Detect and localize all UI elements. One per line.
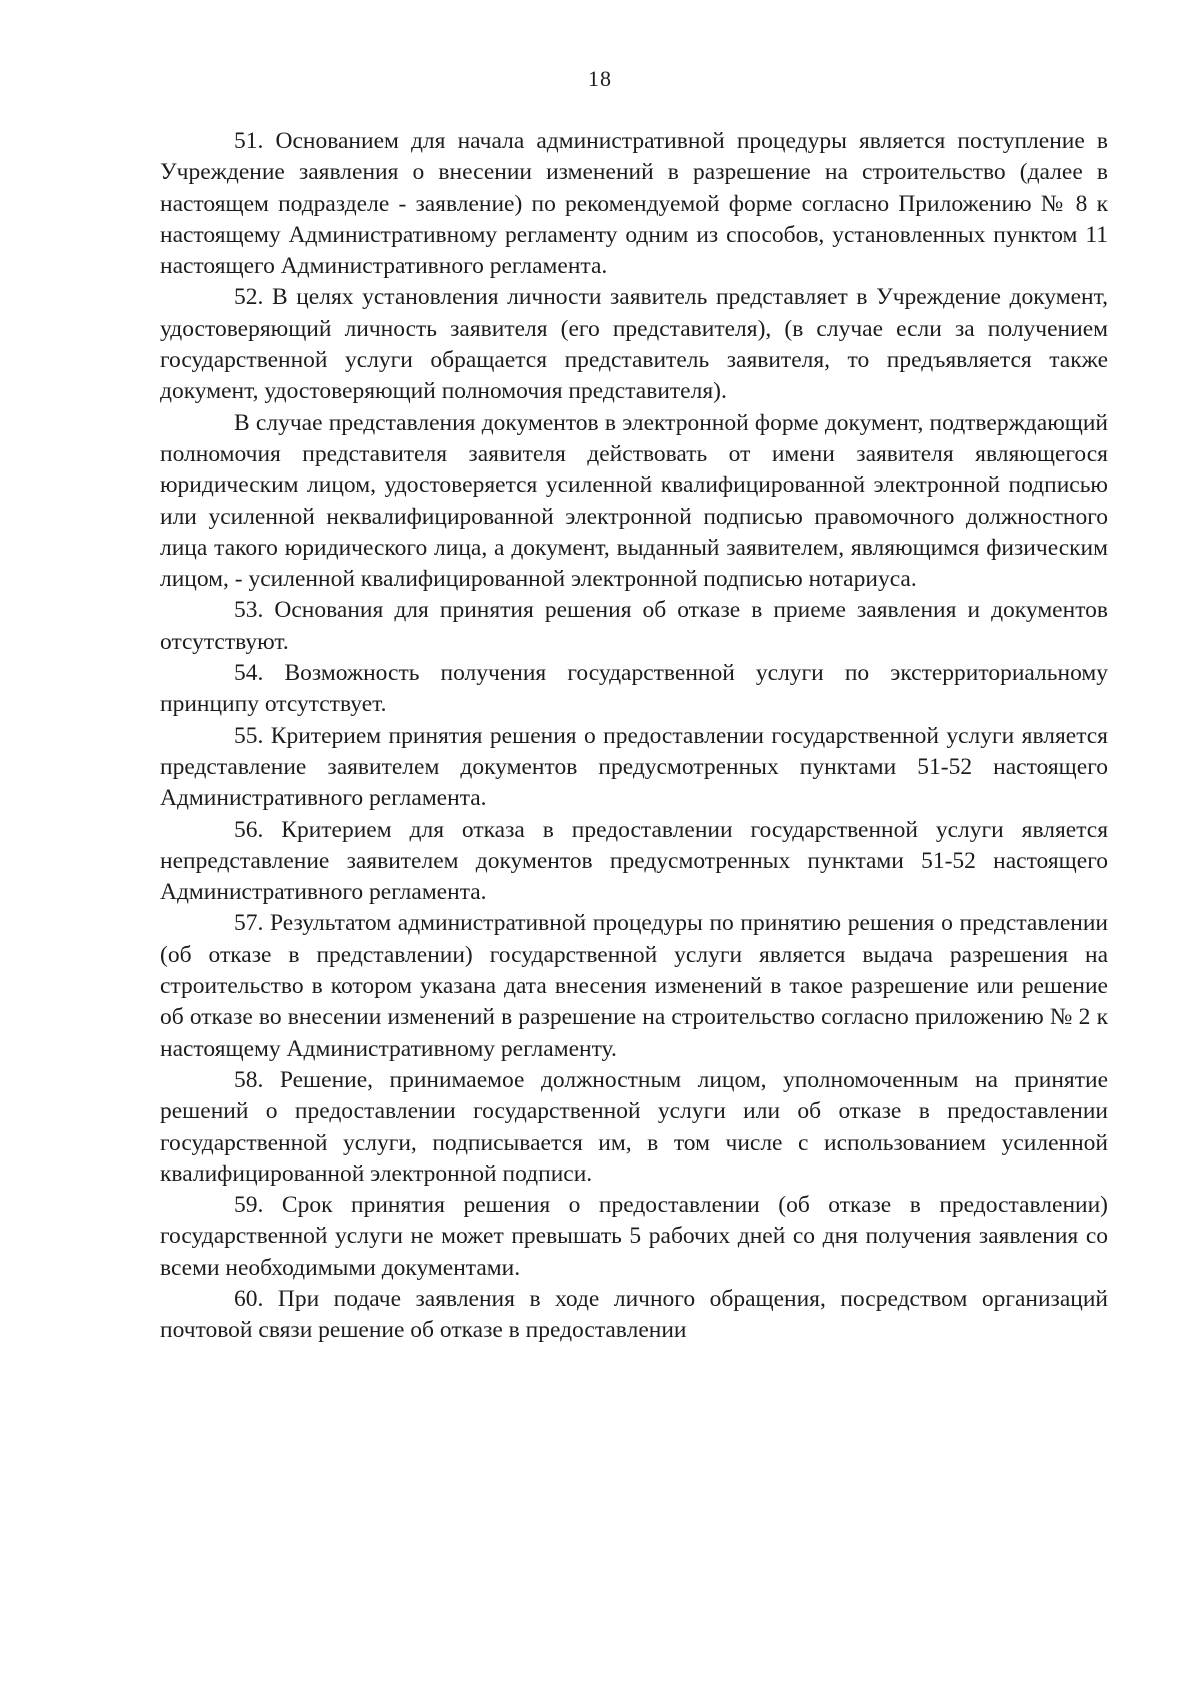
paragraph-52-electronic: В случае представления документов в электронной форме документ, подтверждающий полномочия представителя заявителя действовать от имени заявителя являющегося юридическим лицом, удостоверяется усиленной квалифицированной электронной подписью или усиленной неквалифицированной электронной подписью правомочного должностного лица такого юридического лица, а документ, выданный заявителем, являющимся физическим лицом, - усиленной квалифицированной электронной подписью нотариуса. [160,409,1108,593]
page-number: 18 [588,66,612,91]
paragraph-53: 53. Основания для принятия решения об отказе в приеме заявления и документов отсутствуют. [160,597,1108,655]
paragraph-60: 60. При подаче заявления в ходе личного обращения, посредством организаций почтовой связи решение об отказе в предоставлении [160,1285,1108,1344]
paragraph-51: 51. Основанием для начала административной процедуры является поступление в Учреждение заявления о внесении изменений в разрешение на строительство (далее в настоящем подразделе - заявление) по рекомендуемой форме согласно Приложению № 8 к настоящему Административному регламенту одним из способов, установленных пунктом 11 настоящего Административного регламента. [160,128,1108,280]
document-body [160,126,1108,1347]
paragraph-59: 59. Срок принятия решения о предоставлении (об отказе в предоставлении) государственной услуги не может превышать 5 рабочих дней со дня получения заявления со всеми необходимыми документами. [160,1192,1108,1281]
paragraph-58: 58. Решение, принимаемое должностным лицом, уполномоченным на принятие решений о предоставлении государственной услуги или об отказе в предоставлении государственной услуги, подписывается им, в том числе с использованием усиленной квалифицированной электронной подписи. [160,1066,1108,1187]
paragraph-52: 52. В целях установления личности заявитель представляет в Учреждение документ, удостоверяющий личность заявителя (его представителя), (в случае если за получением государственной услуги обращается представитель заявителя, то предъявляется также документ, удостоверяющий полномочия представителя). [160,284,1108,405]
paragraph-56: 56. Критерием для отказа в предоставлении государственной услуги является непредставление заявителем документов предусмотренных пунктами 51-52 настоящего Административного регламента. [160,816,1108,906]
paragraph-55: 55. Критерием принятия решения о предоставлении государственной услуги является представление заявителем документов предусмотренных пунктами 51-52 настоящего Административного регламента. [160,722,1108,812]
paragraph-57: 57. Результатом административной процедуры по принятию решения о представлении (об отказе в представлении) государственной услуги является выдача разрешения на строительство в котором указана дата внесения изменений в такое разрешение или решение об отказе во внесении изменений в разрешение на строительство согласно приложению № 2 к настоящему Административному регламенту. [160,910,1108,1062]
paragraph-54: 54. Возможность получения государственной услуги по экстерриториальному принципу отсутствует. [160,660,1108,718]
